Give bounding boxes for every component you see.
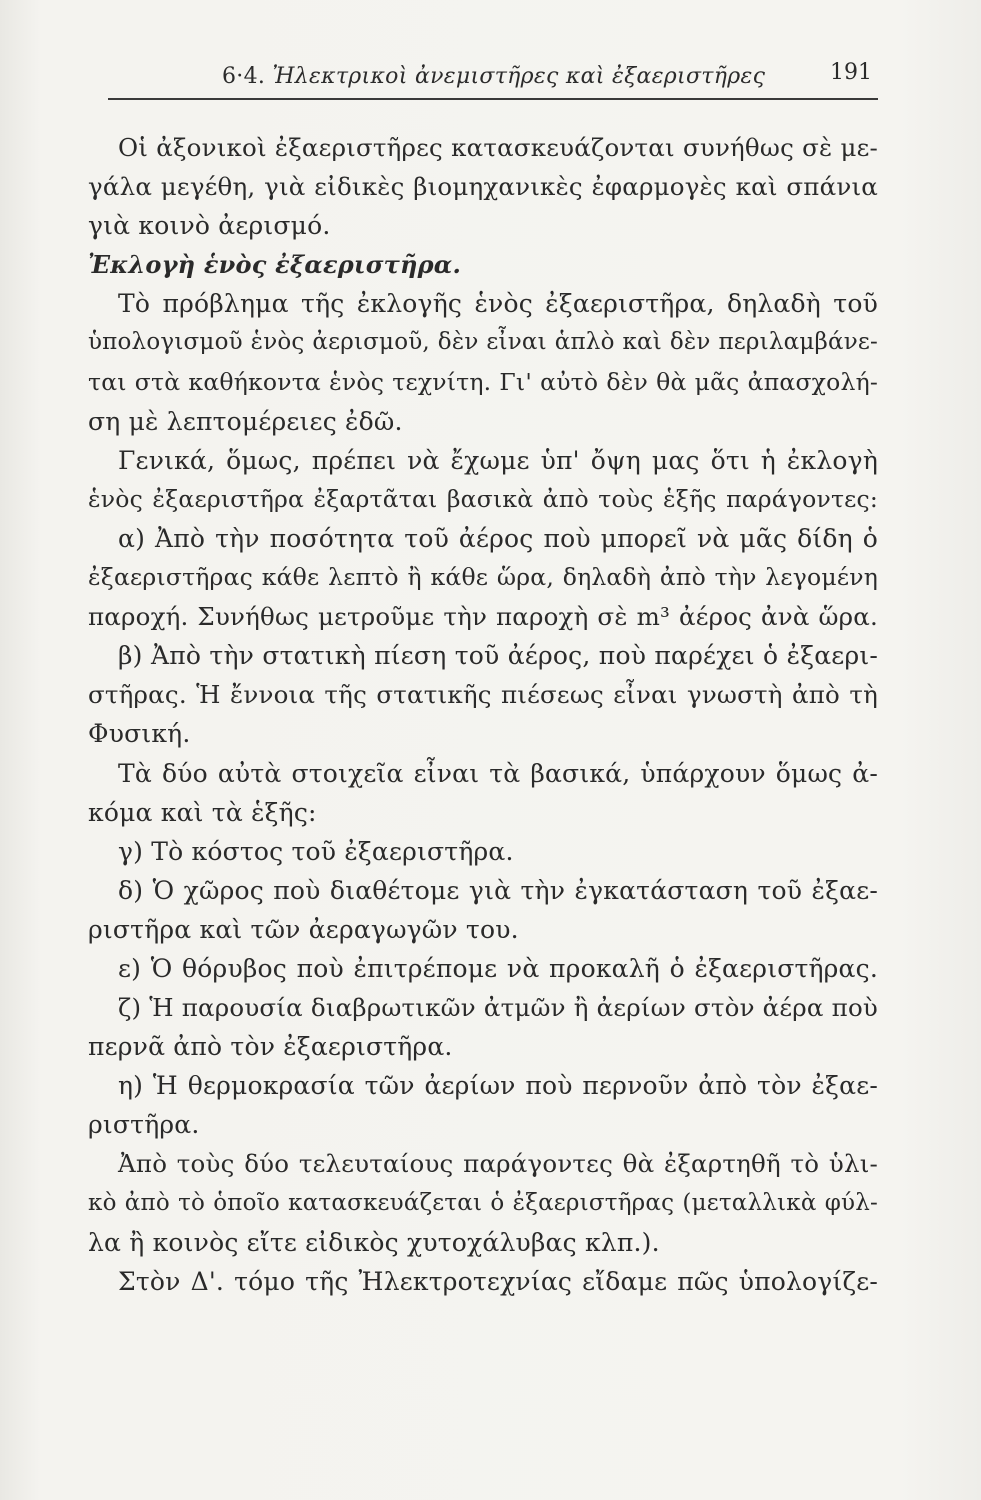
- text-line: ριστῆρα.: [88, 1110, 200, 1140]
- text-line: Γενικά, ὅμως, πρέπει νὰ ἔχωμε ὑπ' ὄψη μας ὅτι ἡ ἐκλογὴ: [118, 445, 878, 475]
- list-item-beta: β) Ἀπὸ τὴν στατικὴ πίεση τοῦ ἀέρος, ποὺ παρέχει ὁ ἐξαερι-: [118, 641, 878, 671]
- running-header: [108, 62, 878, 102]
- section-heading: Ἐκλογὴ ἑνὸς ἐξαεριστῆρα.: [88, 250, 462, 280]
- list-item-delta: δ) Ὁ χῶρος ποὺ διαθέτομε γιὰ τὴν ἐγκατάσταση τοῦ ἐξαε-: [118, 875, 878, 905]
- text-line: Φυσική.: [88, 719, 191, 749]
- text-line: Τὸ πρόβλημα τῆς ἐκλογῆς ἑνὸς ἐξαεριστῆρα, δηλαδὴ τοῦ: [118, 289, 878, 319]
- text-line: γάλα μεγέθη, γιὰ εἰδικὲς βιομηχανικὲς ἐφαρμογὲς καὶ σπάνια: [88, 172, 878, 202]
- text-line: Τὰ δύο αὐτὰ στοιχεῖα εἶναι τὰ βασικά, ὑπάρχουν ὅμως ἀ-: [118, 758, 878, 788]
- page-number: 191: [830, 60, 872, 85]
- text-line: στῆρας. Ἡ ἔννοια τῆς στατικῆς πιέσεως εἶναι γνωστὴ ἀπὸ τὴ: [88, 680, 878, 710]
- list-item-eta: η) Ἡ θερμοκρασία τῶν ἀερίων ποὺ περνοῦν ἀπὸ τὸν ἐξαε-: [118, 1071, 878, 1101]
- running-header-title: [222, 64, 765, 89]
- body-text: [88, 128, 878, 1301]
- text-line: λα ἢ κοινὸς εἴτε εἰδικὸς χυτοχάλυβας κλπ.).: [88, 1227, 660, 1257]
- text-line: κὸ ἀπὸ τὸ ὁποῖο κατασκευάζεται ὁ ἐξαεριστῆρας (μεταλλικὰ φύλ-: [88, 1189, 878, 1216]
- text-line: ριστῆρα καὶ τῶν ἀεραγωγῶν του.: [88, 914, 519, 944]
- text-line: Ἀπὸ τοὺς δύο τελευταίους παράγοντες θὰ ἐξαρτηθῆ τὸ ὑλι-: [118, 1149, 878, 1179]
- text-line: Στὸν Δ'. τόμο τῆς Ἠλεκτροτεχνίας εἴδαμε πῶς ὑπολογίζε-: [118, 1266, 878, 1296]
- text-line: ση μὲ λεπτομέρειες ἐδῶ.: [88, 406, 403, 436]
- list-item-alpha: α) Ἀπὸ τὴν ποσότητα τοῦ ἀέρος ποὺ μπορεῖ νὰ μᾶς δίδη ὁ: [118, 523, 878, 553]
- text-line: ὑπολογισμοῦ ἑνὸς ἀερισμοῦ, δὲν εἶναι ἁπλὸ καὶ δὲν περιλαμβάνε-: [88, 329, 878, 356]
- text-line: γιὰ κοινὸ ἀερισμό.: [88, 211, 331, 241]
- list-item-gamma: γ) Τὸ κόστος τοῦ ἐξαεριστῆρα.: [118, 836, 514, 866]
- text-line: ται στὰ καθήκοντα ἑνὸς τεχνίτη. Γι' αὐτὸ δὲν θὰ μᾶς ἀπασχολή-: [88, 367, 878, 396]
- section-number: 6·4.: [222, 64, 266, 89]
- header-rule: [108, 98, 878, 100]
- text-line: ἐξαεριστῆρας κάθε λεπτὸ ἢ κάθε ὥρα, δηλαδὴ ἀπὸ τὴν λεγομένη: [88, 563, 878, 592]
- text-line: περνᾶ ἀπὸ τὸν ἐξαεριστῆρα.: [88, 1032, 453, 1062]
- text-line: ἑνὸς ἐξαεριστῆρα ἐξαρτᾶται βασικὰ ἀπὸ τοὺς ἑξῆς παράγοντες:: [88, 484, 878, 513]
- chapter-title: Ἠλεκτρικοὶ ἀνεμιστῆρες καὶ ἐξαεριστῆρες: [272, 64, 766, 89]
- text-line: κόμα καὶ τὰ ἑξῆς:: [88, 797, 317, 827]
- text-line: παροχή. Συνήθως μετροῦμε τὴν παροχὴ σὲ m³ ἀέρος ἀνὰ ὥρα.: [88, 602, 878, 632]
- text-line: Οἱ ἀξονικοὶ ἐξαεριστῆρες κατασκευάζονται συνήθως σὲ με-: [118, 133, 878, 162]
- list-item-zeta: ζ) Ἡ παρουσία διαβρωτικῶν ἀτμῶν ἢ ἀερίων στὸν ἀέρα ποὺ: [118, 993, 878, 1023]
- list-item-epsilon: ε) Ὁ θόρυβος ποὺ ἐπιτρέπομε νὰ προκαλῆ ὁ ἐξαεριστῆρας.: [118, 953, 878, 983]
